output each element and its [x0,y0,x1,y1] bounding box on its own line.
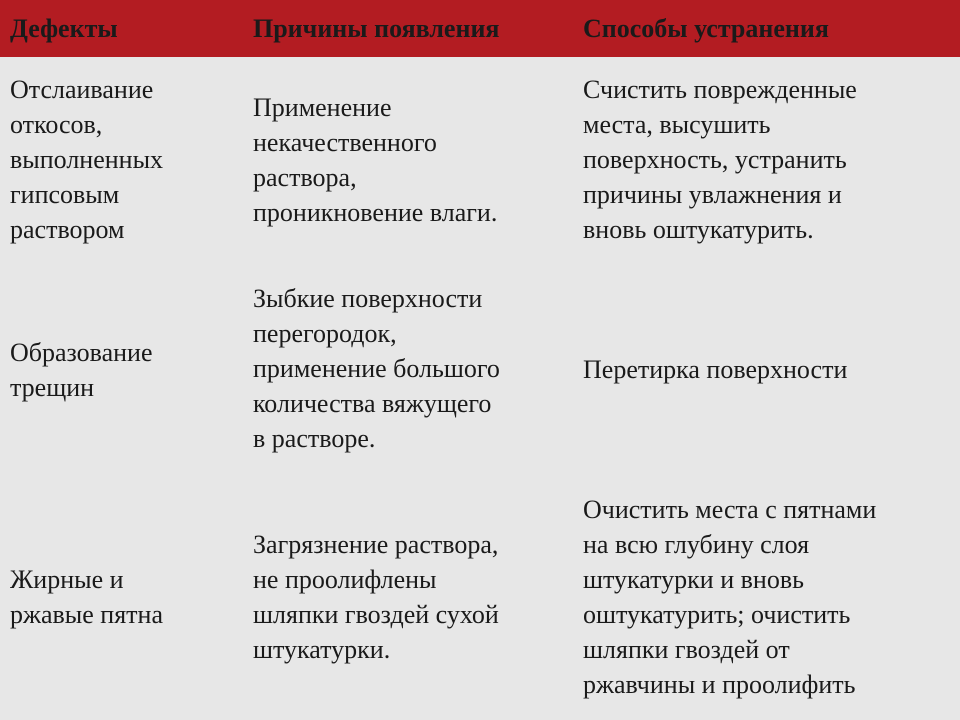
row3-remedy: Очистить места с пятнами на всю глубину слоя штукатурки и вновь оштукатурить; очистить шляпки гвоздей от ржавчины и проолифить [583,495,877,699]
header-causes: Причины появления [253,14,500,43]
row2-defect: Образование трещин [10,338,153,402]
row2-cause: Зыбкие поверхности перегородок, применение большого количества вяжущего в растворе. [253,284,500,453]
header-remedies: Способы устранения [583,14,829,43]
table-header [0,0,960,57]
row1-remedy: Счистить поврежденные места, высушить поверхность, устранить причины увлажнения и вновь оштукатурить. [583,75,857,244]
row3-defect: Жирные и ржавые пятна [10,565,163,629]
row3-cause: Загрязнение раствора, не проолифлены шляпки гвоздей сухой штукатурки. [253,530,499,664]
row1-cause: Применение некачественного раствора, проникновение влаги. [253,93,498,227]
header-defects: Дефекты [10,14,118,43]
row2-remedy: Перетирка поверхности [583,355,848,384]
row1-defect: Отслаивание откосов, выполненных гипсовым раствором [10,75,164,244]
